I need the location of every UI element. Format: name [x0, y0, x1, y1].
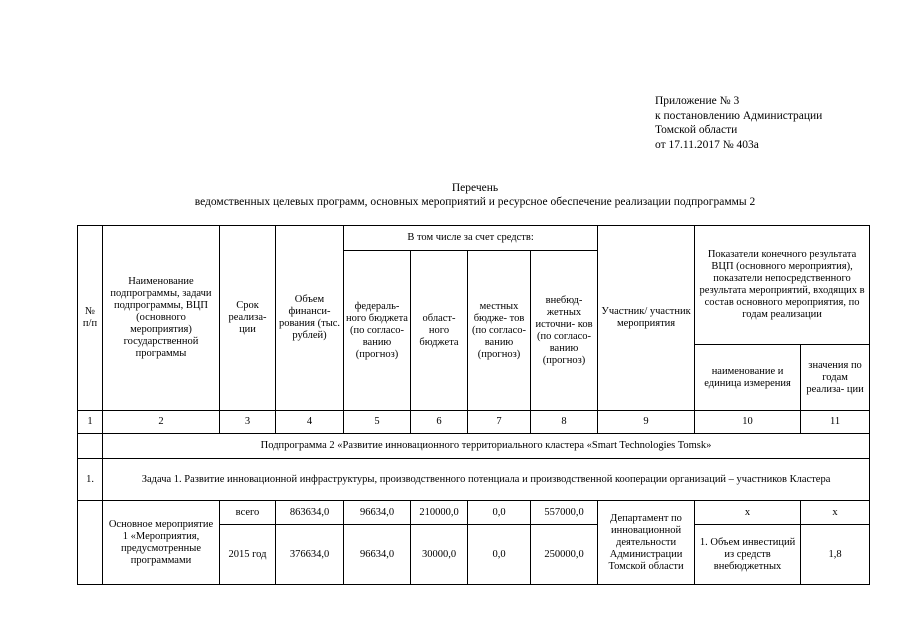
- activity-volume: 863634,0: [276, 501, 344, 525]
- empty-cell: [78, 501, 103, 585]
- header-participant: Участник/ участник мероприятия: [598, 226, 695, 411]
- document-title: [80, 181, 870, 209]
- activity-extra: 250000,0: [531, 525, 598, 585]
- activity-term: 2015 год: [220, 525, 276, 585]
- activity-row: [78, 501, 870, 525]
- task-text: Задача 1. Развитие инновационной инфраструктуры, производственного потенциала и производственной кооперации организаций – участников Кластера: [103, 459, 870, 501]
- task-row: [78, 459, 870, 501]
- header-indicator-name: наименование и единица измерения: [695, 345, 801, 411]
- column-number: 9: [598, 411, 695, 434]
- header-federal: федераль- ного бюджета (по согласо- ванию (прогноз): [344, 251, 411, 411]
- task-number: 1.: [78, 459, 103, 501]
- header-extra: внебюд- жетных источни- ков (по согласо- ванию (прогноз): [531, 251, 598, 411]
- activity-regional: 210000,0: [411, 501, 468, 525]
- header-indicators-group: Показатели конечного результата ВЦП (основного мероприятия), показатели непосредственного результата мероприятий, входящих в состав основного мероприятия, по годам реализации: [695, 226, 870, 345]
- column-number-row: [78, 411, 870, 434]
- appendix-line: Приложение № 3: [655, 95, 740, 107]
- appendix-block: [655, 94, 895, 152]
- column-number: 4: [276, 411, 344, 434]
- appendix-line: к постановлению Администрации: [655, 109, 823, 122]
- column-number: 7: [468, 411, 531, 434]
- header-regional: област- ного бюджета: [411, 251, 468, 411]
- activity-name: Основное мероприятие 1 «Мероприятия, предусмотренные программами: [103, 501, 220, 585]
- indicator-value: х: [801, 501, 870, 525]
- header-indicator-values: значения по годам реализа- ции: [801, 345, 870, 411]
- column-number: 8: [531, 411, 598, 434]
- indicator-value: 1,8: [801, 525, 870, 585]
- activity-local: 0,0: [468, 525, 531, 585]
- column-number: 6: [411, 411, 468, 434]
- title-line: ведомственных целевых программ, основных мероприятий и ресурсное обеспечение реализации подпрограммы 2: [194, 196, 756, 208]
- column-number: 5: [344, 411, 411, 434]
- activity-local: 0,0: [468, 501, 531, 525]
- column-number: 1: [78, 411, 103, 434]
- title-line: Перечень: [451, 182, 499, 194]
- column-number: 3: [220, 411, 276, 434]
- appendix-line: Томской области: [655, 124, 738, 136]
- column-number: 2: [103, 411, 220, 434]
- activity-federal: 96634,0: [344, 525, 411, 585]
- header-sources-group: В том числе за счет средств:: [344, 226, 598, 251]
- program-table: [77, 225, 870, 585]
- activity-regional: 30000,0: [411, 525, 468, 585]
- header-local: местных бюдже- тов (по согласо- ванию (прогноз): [468, 251, 531, 411]
- activity-federal: 96634,0: [344, 501, 411, 525]
- header-volume: Объем финанси- рования (тыс. рублей): [276, 226, 344, 411]
- header-term: Срок реализа- ции: [220, 226, 276, 411]
- indicator-name: х: [695, 501, 801, 525]
- activity-volume: 376634,0: [276, 525, 344, 585]
- indicator-name: 1. Объем инвестиций из средств внебюджетных: [695, 525, 801, 585]
- subprogram-title: Подпрограмма 2 «Развитие инновационного территориального кластера «Smart Technologies Tomsk»: [103, 434, 870, 459]
- header-name: Наименование подпрограммы, задачи подпрограммы, ВЦП (основного мероприятия) государственной программы: [103, 226, 220, 411]
- activity-extra: 557000,0: [531, 501, 598, 525]
- empty-cell: [78, 434, 103, 459]
- subprogram-row: [78, 434, 870, 459]
- appendix-date: от 17.11.2017 № 403а: [655, 138, 759, 151]
- column-number: 10: [695, 411, 801, 434]
- header-num: № п/п: [78, 226, 103, 411]
- activity-term: всего: [220, 501, 276, 525]
- column-number: 11: [801, 411, 870, 434]
- activity-participant: Департамент по инновационной деятельности Администрации Томской области: [598, 501, 695, 585]
